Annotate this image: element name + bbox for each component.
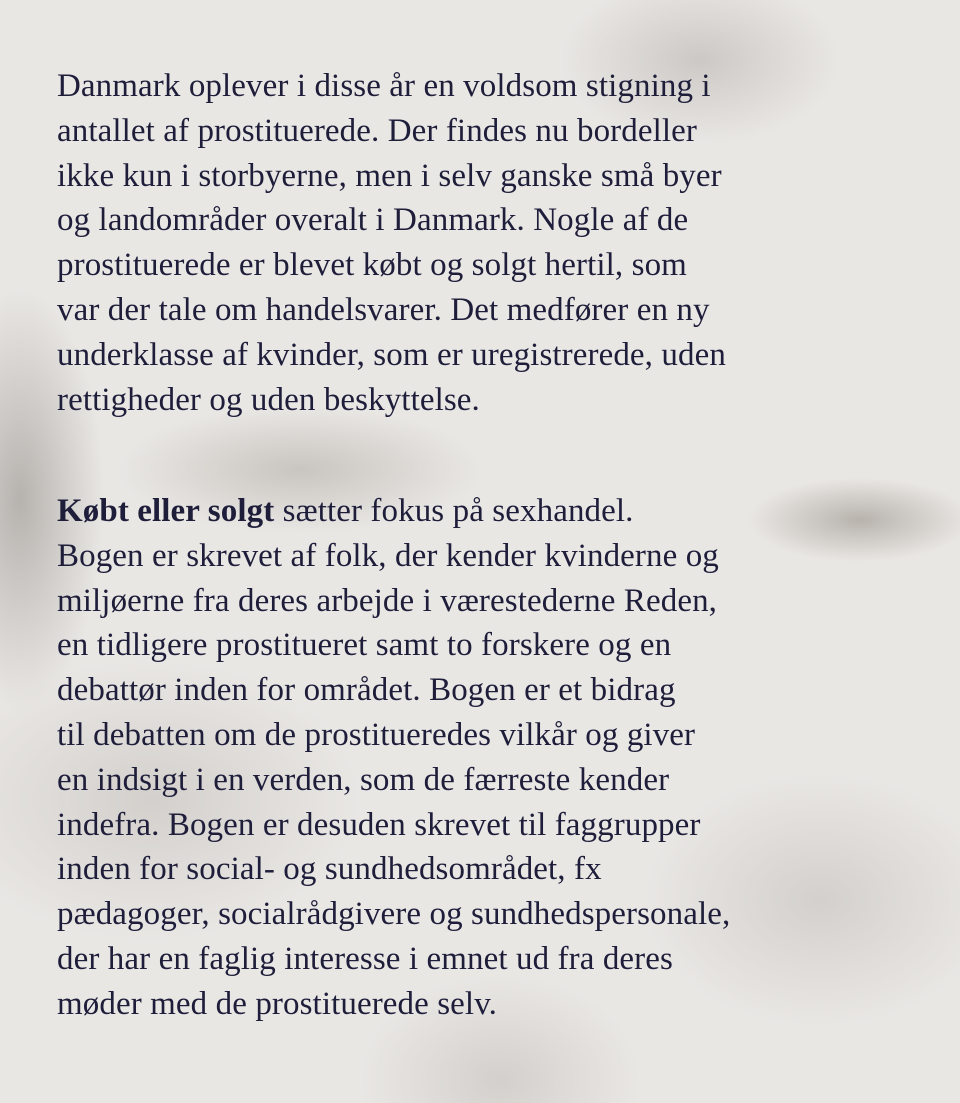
text-line: pædagoger, socialrådgivere og sundhedspersonale, [57, 896, 731, 933]
intro-paragraph [57, 64, 726, 422]
text-line: møder med de prostituerede selv. [57, 985, 497, 1022]
text-line: Bogen er skrevet af folk, der kender kvinderne og [57, 537, 719, 574]
book-title: Købt eller solgt [57, 493, 275, 529]
text-line: indefra. Bogen er desuden skrevet til faggrupper [57, 806, 701, 843]
text-line: debattør inden for området. Bogen er et bidrag [57, 672, 676, 709]
text-line: Danmark oplever i disse år en voldsom stigning i [57, 68, 711, 104]
text-line: en indsigt i en verden, som de færreste kender [57, 761, 670, 798]
text-line: prostituerede er blevet købt og solgt hertil, som [57, 247, 687, 284]
text-line: antallet af prostituerede. Der findes nu bordeller [57, 112, 697, 149]
text-line: ikke kun i storbyerne, men i selv ganske små byer [57, 157, 722, 194]
text-line: en tidligere prostitueret samt to forskere og en [57, 627, 672, 664]
text-line: til debatten om de prostitueredes vilkår og giver [57, 716, 696, 753]
text-line: inden for social- og sundhedsområdet, fx [57, 851, 602, 888]
text-line: der har en faglig interesse i emnet ud fra deres [57, 940, 673, 977]
book-description-paragraph [57, 489, 730, 1027]
text-line: og landområder overalt i Danmark. Nogle af de [57, 202, 689, 239]
text-fragment: sætter fokus på sexhandel. [274, 493, 634, 529]
text-line: var der tale om handelsvarer. Det medfører en ny [57, 291, 710, 328]
text-line [57, 489, 730, 534]
text-line: underklasse af kvinder, som er uregistrerede, uden [57, 336, 726, 373]
text-line: miljøerne fra deres arbejde i værestederne Reden, [57, 582, 718, 619]
text-line: rettigheder og uden beskyttelse. [57, 381, 480, 418]
